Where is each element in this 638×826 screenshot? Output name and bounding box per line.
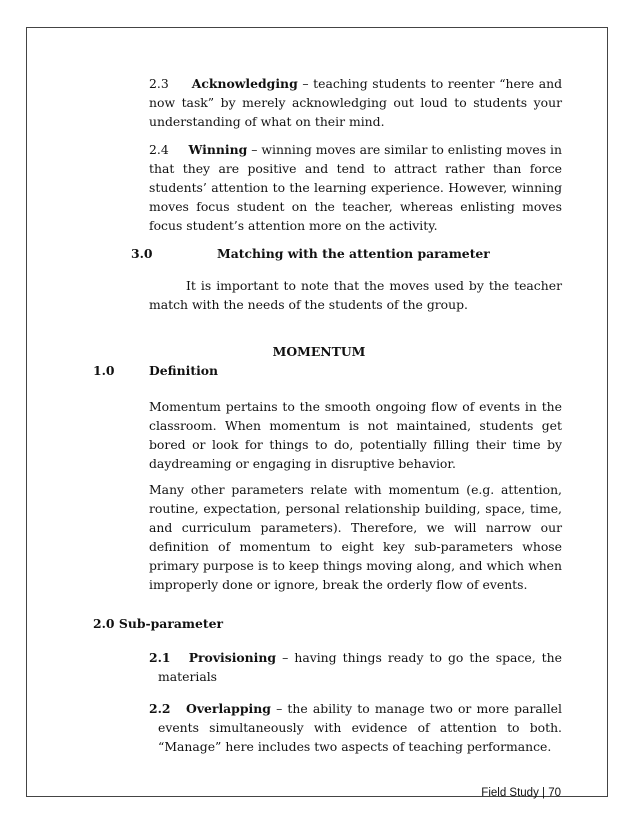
- definition-title: Definition: [149, 363, 219, 378]
- section-2-3-number: 2.3: [149, 76, 169, 91]
- section-3-0-number: 3.0: [131, 246, 153, 261]
- section-2-1-number: 2.1: [149, 650, 171, 665]
- section-2-4-number: 2.4: [149, 142, 169, 157]
- section-2-4: [149, 140, 562, 235]
- section-3-0-text: It is important to note that the moves used by the teacher match with the needs of the students of the group.: [149, 278, 562, 312]
- section-2-3-term: Acknowledging: [191, 76, 298, 91]
- momentum-title: MOMENTUM: [272, 344, 366, 359]
- section-2-4-text: – winning moves are similar to enlisting moves in that they are positive and tend to attract rather than force students’ attention to the learning experience. However, winning moves focus student on the teacher, whereas enlisting moves focus student’s attention more on the activity.: [149, 142, 562, 233]
- section-2-3-text: – teaching students to reenter “here and now task” by merely acknowledging out loud to students your understanding of what on their mind.: [149, 76, 562, 129]
- section-2-4-term: Winning: [188, 142, 248, 157]
- page-footer: Field Study | 70: [481, 787, 561, 799]
- section-2-1: [149, 648, 562, 686]
- section-2-2-text: – the ability to manage two or more parallel events simultaneously with evidence of attention to both. “Manage” here includes two aspects of teaching performance.: [158, 701, 562, 754]
- section-2-3: [149, 74, 562, 131]
- momentum-paragraph-2: Many other parameters relate with momentum (e.g. attention, routine, expectation, personal relationship building, space, time, and curriculum parameters). Therefore, we will narrow our definition of momentum to eight key sub-parameters whose primary purpose is to keep things moving along, and which when improperly done or ignore, break the orderly flow of events.: [149, 482, 562, 592]
- definition-number: 1.0: [93, 363, 115, 378]
- section-2-2-number: 2.2: [149, 701, 171, 716]
- section-2-1-text: – having things ready to go the space, the materials: [158, 650, 562, 684]
- section-3-0-title: Matching with the attention parameter: [217, 246, 490, 261]
- momentum-paragraph-1: Momentum pertains to the smooth ongoing flow of events in the classroom. When momentum is not maintained, students get bored or look for things to do, potentially filling their time by daydreaming or engaging in disruptive behavior.: [149, 399, 562, 471]
- sub-parameter-heading: 2.0 Sub-parameter: [93, 616, 224, 631]
- section-2-1-term: Provisioning: [188, 650, 277, 665]
- section-2-2: [149, 699, 562, 756]
- section-2-2-term: Overlapping: [186, 701, 271, 716]
